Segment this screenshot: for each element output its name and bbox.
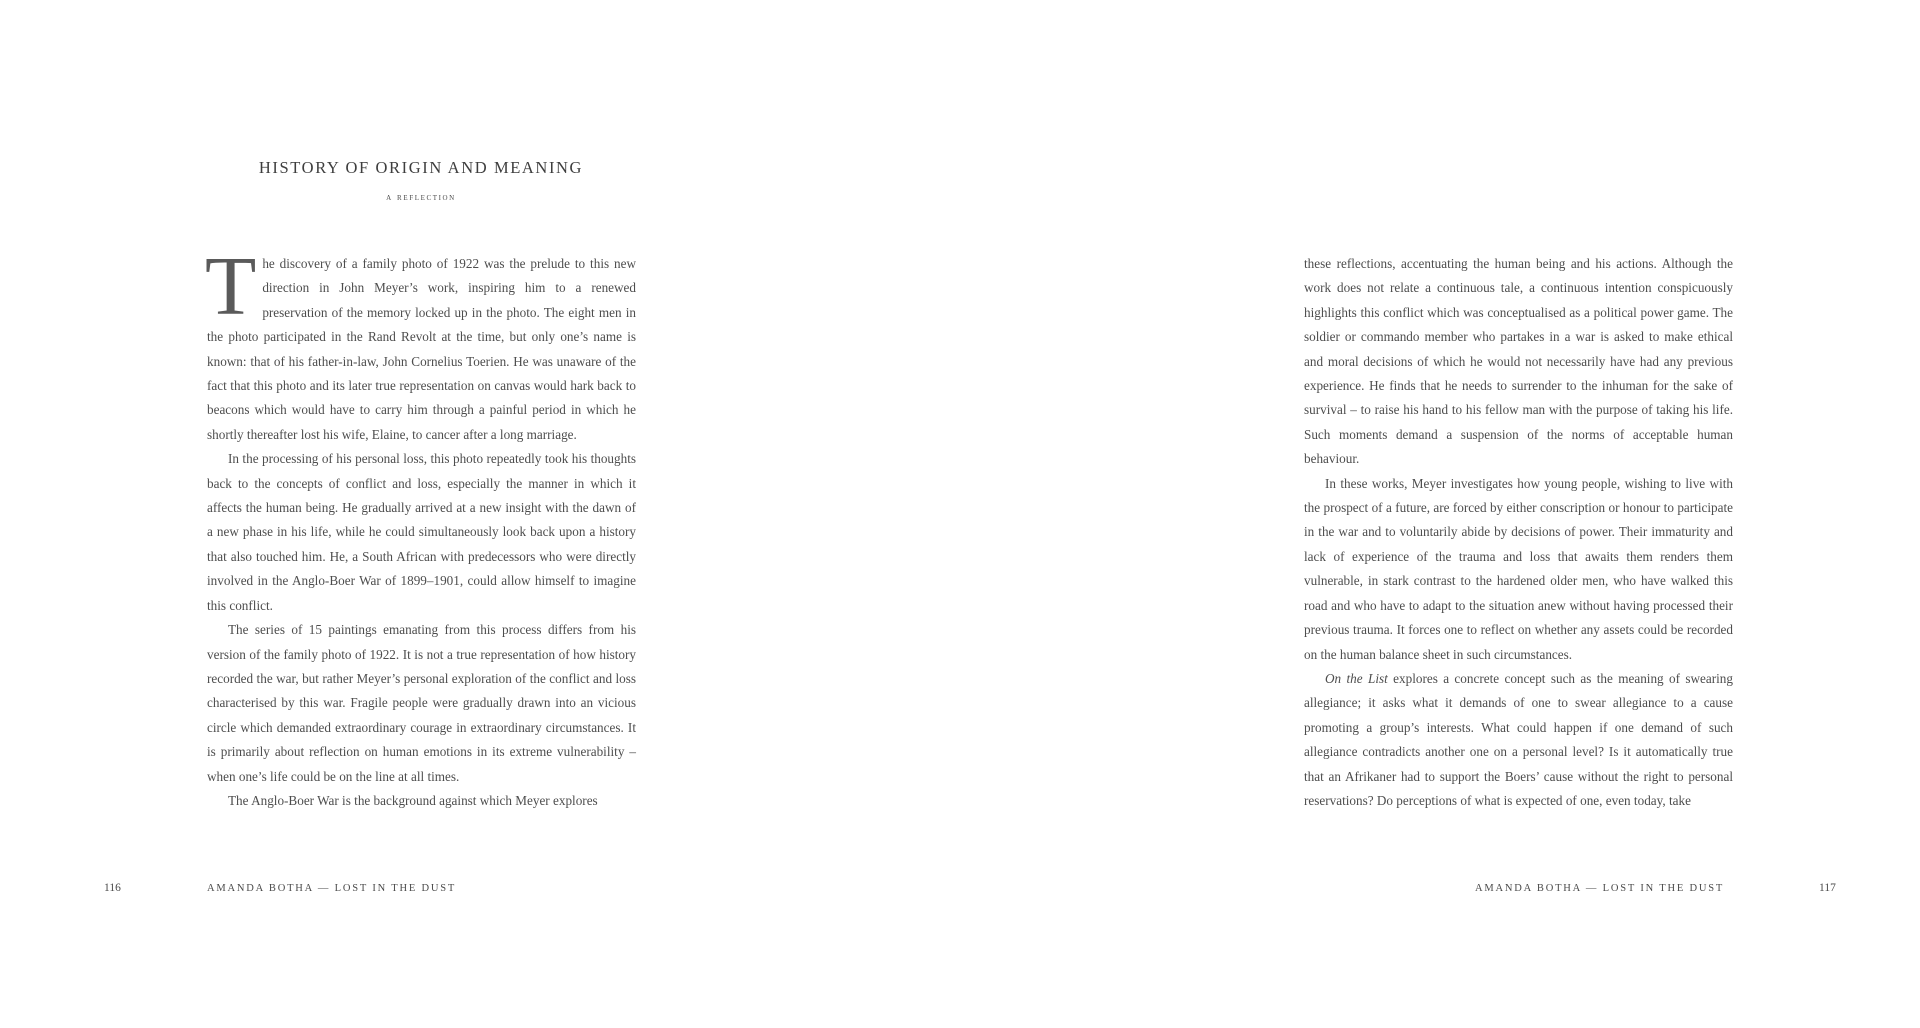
right-page — [960, 0, 1920, 1028]
paragraph: these reflections, accentuating the human being and his actions. Although the work does not relate a continuous tale, a continuous intention conspicuously highlights this conflict which was conceptualised as a political power game. The soldier or commando member who partakes in a war is asked to make ethical and moral decisions of which he would not necessarily have had any previous experience. He finds that he needs to surrender to the inhuman for the sake of survival – to raise his hand to his fellow man with the purpose of taking his life. Such moments demand a suspension of the norms of acceptable human behaviour. — [1304, 256, 1733, 467]
chapter-subtitle: a reflection — [386, 192, 456, 203]
paragraph: In these works, Meyer investigates how young people, wishing to live with the prospect of a future, are forced by either conscription or honour to participate in the war and to voluntarily abide by decisions of power. Their immaturity and lack of experience of the trauma and loss that awaits them renders them vulnerable, in stark contrast to the hardened older men, who have walked this road and who have to adapt to the situation anew without having processed their previous trauma. It forces one to reflect on whether any assets could be recorded on the human balance sheet in such circumstances. — [1304, 475, 1733, 662]
paragraph-text: he discovery of a family photo of 1922 was the prelude to this new direction in John Meyer’s work, inspiring him to a renewed preservation of the memory locked up in the photo. The eight men in the photo participated in the Rand Revolt at the time, but only one’s name is known: that of his father-in-law, John Cornelius Toerien. He was unaware of the fact that this photo and its later true representation on canvas would hark back to beacons which would have to carry him through a painful period in which he shortly thereafter lost his wife, Elaine, to cancer after a long marriage. — [207, 256, 636, 442]
right-body-text — [1304, 252, 1733, 813]
chapter-heading — [206, 158, 636, 203]
page-number-left: 116 — [104, 882, 121, 894]
paragraph — [205, 240, 636, 447]
paragraph: The Anglo-Boer War is the background against which Meyer explores — [228, 792, 598, 808]
chapter-title: HISTORY OF ORIGIN AND MEANING — [258, 158, 584, 177]
artwork-title: On the List — [1325, 670, 1388, 686]
page-number-right: 117 — [1819, 882, 1836, 894]
running-head-right: AMANDA BOTHA — LOST IN THE DUST — [1475, 883, 1725, 894]
left-body-text — [205, 240, 636, 813]
paragraph: The series of 15 paintings emanating from this process differs from his version of the family photo of 1922. It is not a true representation of how history recorded the war, but rather Meyer’s personal exploration of the conflict and loss characterised by this war. Fragile people were gradually drawn into an vicious circle which demanded extraordinary courage in extraordinary circumstances. It is primarily about reflection on human emotions in its extreme vulnerability – when one’s life could be on the line at all times. — [207, 622, 636, 784]
paragraph: In the processing of his personal loss, this photo repeatedly took his thoughts back to the concepts of conflict and loss, especially the manner in which it affects the human being. He gradually arrived at a new insight with the dawn of a new phase in his life, while he could simultaneously look back upon a history that also touched him. He, a South African with predecessors who were directly involved in the Anglo-Boer War of 1899–1901, could allow himself to imagine this conflict. — [207, 451, 636, 613]
drop-cap: T — [205, 240, 257, 333]
running-head-left: AMANDA BOTHA — LOST IN THE DUST — [207, 883, 457, 894]
paragraph — [1304, 667, 1733, 813]
paragraph-text: explores a concrete concept such as the meaning of swearing allegiance; it asks what it demands of one to swear allegiance to a cause promoting a group’s interests. What could happen if one demand of such allegiance contradicts another one on a personal level? Is it automatically true that an Afrikaner had to support the Boers’ cause without the right to personal reservations? Do perceptions of what is expected of one, even today, take — [1304, 670, 1733, 808]
